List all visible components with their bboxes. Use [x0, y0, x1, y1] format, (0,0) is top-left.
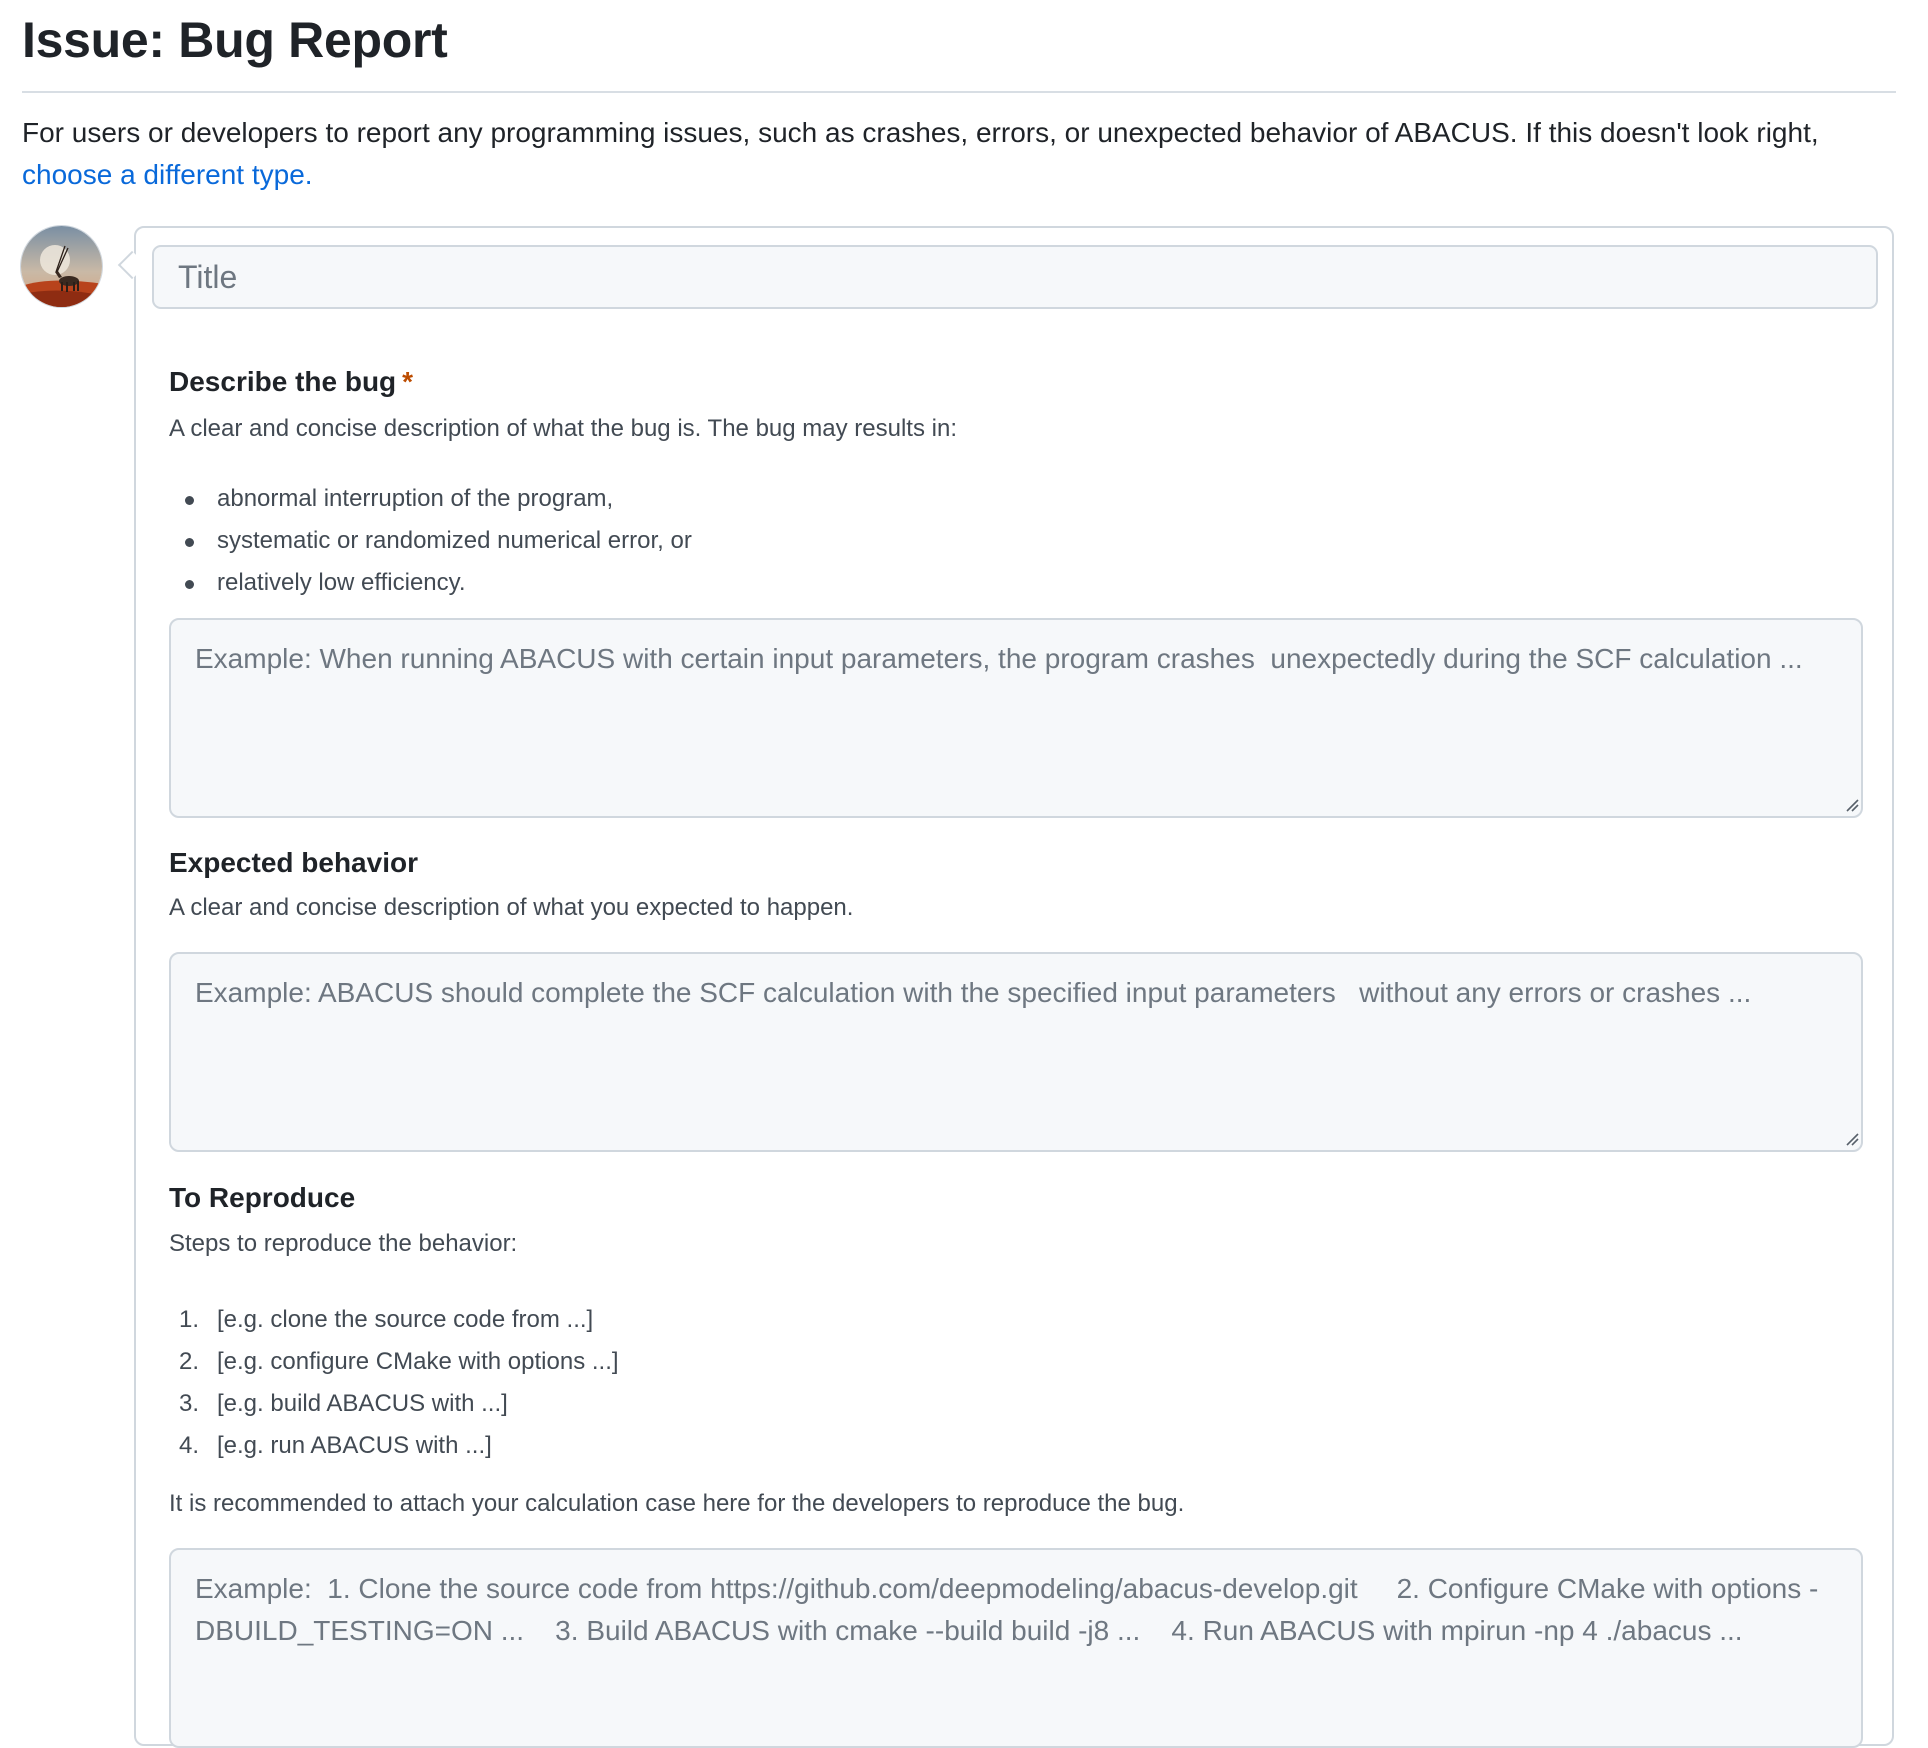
list-item [169, 1341, 619, 1383]
step-number: 3. [179, 1390, 200, 1417]
list-item [169, 1425, 619, 1467]
describe-bug-description: A clear and concise description of what the bug is. The bug may results in: [169, 415, 957, 442]
list-item: relatively low efficiency. [169, 562, 692, 604]
reproduce-textarea[interactable] [169, 1548, 1863, 1748]
resize-grip-icon[interactable] [1845, 798, 1859, 812]
step-text: [e.g. clone the source code from ...] [217, 1306, 594, 1333]
intro-text [22, 112, 1912, 196]
list-item [169, 1299, 619, 1341]
required-mark: * [402, 366, 414, 397]
title-divider [22, 91, 1896, 93]
resize-grip-icon[interactable] [1845, 1132, 1859, 1146]
title-input[interactable] [152, 245, 1878, 309]
choose-different-type-link[interactable]: choose a different type. [22, 159, 313, 190]
to-reproduce-description: Steps to reproduce the behavior: [169, 1230, 518, 1257]
expected-behavior-description: A clear and concise description of what you expected to happen. [169, 894, 854, 921]
step-text: [e.g. build ABACUS with ...] [217, 1390, 508, 1417]
step-text: [e.g. configure CMake with options ...] [217, 1348, 619, 1375]
expected-behavior-textarea[interactable] [169, 952, 1863, 1152]
to-reproduce-label: To Reproduce [169, 1182, 356, 1213]
avatar-image [21, 226, 103, 308]
describe-bug-label [169, 364, 413, 400]
list-item: abnormal interruption of the program, [169, 478, 692, 520]
step-text: [e.g. run ABACUS with ...] [217, 1432, 492, 1459]
intro-description: For users or developers to report any programming issues, such as crashes, errors, or unexpected behavior of ABACUS. If this doesn't look right, [22, 117, 1819, 148]
list-item [169, 1383, 619, 1425]
step-number: 2. [179, 1348, 200, 1375]
reproduce-steps-list [169, 1299, 619, 1467]
list-item: systematic or randomized numerical error, or [169, 520, 692, 562]
bug-result-list [169, 478, 692, 604]
describe-bug-textarea[interactable] [169, 618, 1863, 818]
avatar[interactable] [20, 225, 103, 308]
describe-bug-label-text: Describe the bug [169, 366, 397, 397]
expected-behavior-label: Expected behavior [169, 847, 418, 878]
reproduce-note: It is recommended to attach your calculation case here for the developers to reproduce the bug. [169, 1490, 1185, 1517]
step-number: 1. [179, 1306, 200, 1333]
step-number: 4. [179, 1432, 200, 1459]
page-title: Issue: Bug Report [22, 12, 448, 68]
